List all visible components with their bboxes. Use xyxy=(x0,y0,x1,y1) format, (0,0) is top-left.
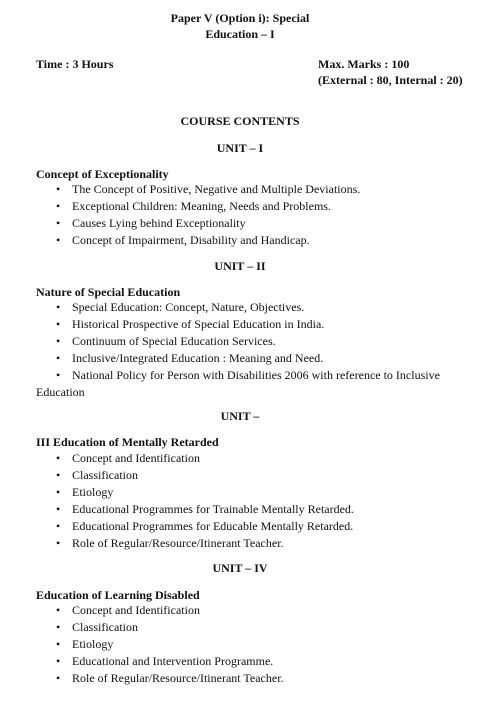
list-item: • Concept of Impairment, Disability and Handicap. xyxy=(56,233,310,247)
unit-heading: Nature of Special Education xyxy=(36,285,181,299)
bullet-icon: • xyxy=(56,671,61,685)
bullet-icon: • xyxy=(56,368,61,382)
list-item: • Role of Regular/Resource/Itinerant Teacher. xyxy=(56,536,284,550)
max-marks: Max. Marks : 100 xyxy=(318,57,410,71)
list-item: • Educational Programmes for Trainable Mentally Retarded. xyxy=(56,502,354,516)
list-item: • Classification xyxy=(56,468,138,482)
unit-heading: Concept of Exceptionality xyxy=(36,167,169,181)
bullet-icon: • xyxy=(56,620,61,634)
bullet-icon: • xyxy=(56,502,61,516)
bullet-icon: • xyxy=(56,654,61,668)
bullet-icon: • xyxy=(56,199,61,213)
list-item: • Exceptional Children: Meaning, Needs and Problems. xyxy=(56,199,331,213)
paper-title: Paper V (Option i): Special xyxy=(170,11,310,25)
unit-label: UNIT – IV xyxy=(212,561,268,575)
bullet-icon: • xyxy=(56,334,61,348)
bullet-icon: • xyxy=(56,451,61,465)
unit-heading: Education of Learning Disabled xyxy=(36,588,200,602)
list-item: • Historical Prospective of Special Education in India. xyxy=(56,317,325,331)
unit-topic-list xyxy=(36,450,476,552)
list-item: • Special Education: Concept, Nature, Objectives. xyxy=(56,300,305,314)
bullet-icon: • xyxy=(56,216,61,230)
list-item: • Causes Lying behind Exceptionality xyxy=(56,216,246,230)
list-item: • Educational and Intervention Programme. xyxy=(56,654,274,668)
unit-label: UNIT – xyxy=(220,409,260,423)
list-item: • Educational Programmes for Educable Mentally Retarded. xyxy=(56,519,354,533)
list-item: • Etiology xyxy=(56,637,114,651)
list-item: • Classification xyxy=(56,620,138,634)
list-item: • Concept and Identification xyxy=(56,603,200,617)
time-label: Time : 3 Hours xyxy=(36,57,114,71)
bullet-icon: • xyxy=(56,300,61,314)
unit-label: UNIT – II xyxy=(214,259,266,273)
course-contents-heading: COURSE CONTENTS xyxy=(180,114,300,128)
unit-topic-list xyxy=(36,299,476,401)
bullet-icon: • xyxy=(56,317,61,331)
marks-split: (External : 80, Internal : 20) xyxy=(318,73,463,87)
bullet-icon: • xyxy=(56,603,61,617)
bullet-icon: • xyxy=(56,233,61,247)
list-item: • Inclusive/Integrated Education : Meaning and Need. xyxy=(56,351,324,365)
bullet-icon: • xyxy=(56,536,61,550)
list-item: • National Policy for Person with Disabilities 2006 with reference to Inclusive Education xyxy=(36,368,440,399)
bullet-icon: • xyxy=(56,351,61,365)
list-item: • Concept and Identification xyxy=(56,451,200,465)
bullet-icon: • xyxy=(56,637,61,651)
list-item: • The Concept of Positive, Negative and Multiple Deviations. xyxy=(56,182,361,196)
list-item: • Role of Regular/Resource/Itinerant Teacher. xyxy=(56,671,284,685)
unit-topic-list xyxy=(36,181,476,249)
list-item: • Continuum of Special Education Services. xyxy=(56,334,276,348)
unit-label: UNIT – I xyxy=(216,141,264,155)
unit-heading: III Education of Mentally Retarded xyxy=(36,435,219,449)
bullet-icon: • xyxy=(56,468,61,482)
unit-topic-list xyxy=(36,602,476,687)
bullet-icon: • xyxy=(56,182,61,196)
list-item: • Etiology xyxy=(56,485,114,499)
bullet-icon: • xyxy=(56,485,61,499)
paper-subtitle: Education – I xyxy=(205,27,275,41)
bullet-icon: • xyxy=(56,519,61,533)
